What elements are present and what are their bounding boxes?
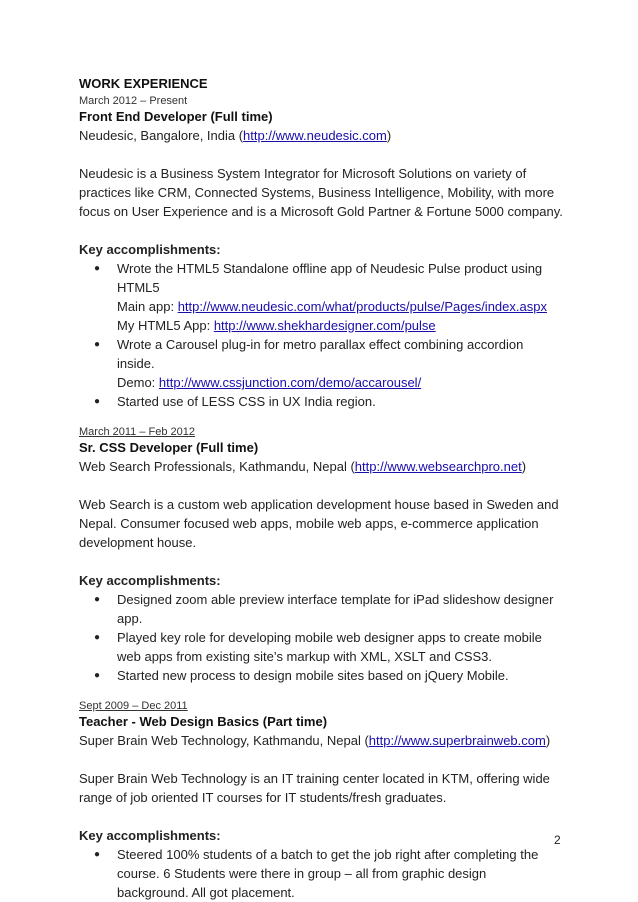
key-accomplishments-title: Key accomplishments: xyxy=(79,242,221,257)
resume-page xyxy=(79,76,589,902)
carousel-demo-link[interactable]: http://www.cssjunction.com/demo/accarousel/ xyxy=(158,375,422,390)
company-name: Web Search Professionals, Kathmandu, Nepal ( xyxy=(79,459,355,474)
list-item xyxy=(79,335,557,392)
bullet-text: Wrote the HTML5 Standalone offline app of Neudesic Pulse product using HTML5 xyxy=(117,261,543,295)
company-line xyxy=(79,126,589,145)
list-item xyxy=(79,666,557,685)
bullet-text: Started new process to design mobile sites based on jQuery Mobile. xyxy=(117,668,509,683)
job-entry-neudesic xyxy=(79,94,589,411)
company-link[interactable]: http://www.neudesic.com xyxy=(243,128,387,143)
accomplishments-list xyxy=(79,845,589,902)
link-label: Demo: xyxy=(117,375,159,390)
bullet-text: Played key role for developing mobile web designer apps to create mobile web apps from existing site’s markup with XML, XSLT and CSS3. xyxy=(117,630,542,664)
job-date: March 2012 – Present xyxy=(79,95,188,107)
bullet-icon: ● xyxy=(94,594,101,605)
company-link[interactable]: http://www.websearchpro.net xyxy=(354,459,522,474)
list-item xyxy=(79,392,557,411)
list-item xyxy=(79,628,557,666)
bullet-icon: ● xyxy=(94,339,101,350)
list-item xyxy=(79,590,557,628)
company-suffix: ) xyxy=(521,459,527,474)
bullet-text: Wrote a Carousel plug-in for metro parallax effect combining accordion inside. xyxy=(117,337,524,371)
accomplishments-list xyxy=(79,590,589,685)
job-title: Front End Developer (Full time) xyxy=(79,109,273,124)
list-item xyxy=(79,259,557,335)
link-label: Main app: xyxy=(117,299,178,314)
accomplishments-list xyxy=(79,259,589,411)
key-accomplishments-title: Key accomplishments: xyxy=(79,573,221,588)
job-entry-superbrain xyxy=(79,699,589,902)
bullet-icon: ● xyxy=(94,849,101,860)
key-accomplishments-title: Key accomplishments: xyxy=(79,828,221,843)
bullet-text: Started use of LESS CSS in UX India region. xyxy=(117,394,376,409)
company-suffix: ) xyxy=(545,733,551,748)
company-link[interactable]: http://www.superbrainweb.com xyxy=(368,733,546,748)
bullet-text: Designed zoom able preview interface template for iPad slideshow designer app. xyxy=(117,592,554,626)
job-description: Web Search is a custom web application development house based in Sweden and Nepal. Consumer focused web apps, mobile web apps, e-commerce application development house. xyxy=(79,497,559,550)
bullet-line xyxy=(117,297,557,316)
bullet-icon: ● xyxy=(94,670,101,681)
company-suffix: ) xyxy=(386,128,392,143)
pulse-main-app-link[interactable]: http://www.neudesic.com/what/products/pulse/Pages/index.aspx xyxy=(177,299,547,314)
page-number: 2 xyxy=(554,833,561,847)
job-title: Teacher - Web Design Basics (Part time) xyxy=(79,714,328,729)
company-name: Super Brain Web Technology, Kathmandu, Nepal ( xyxy=(79,733,369,748)
company-line xyxy=(79,457,589,476)
job-title: Sr. CSS Developer (Full time) xyxy=(79,440,259,455)
job-entry-websearch xyxy=(79,425,589,685)
job-date: March 2011 – Feb 2012 xyxy=(79,426,195,438)
bullet-icon: ● xyxy=(94,263,101,274)
job-date: Sept 2009 – Dec 2011 xyxy=(79,700,188,712)
list-item xyxy=(79,845,557,902)
bullet-line xyxy=(117,316,557,335)
company-line xyxy=(79,731,589,750)
bullet-icon: ● xyxy=(94,632,101,643)
company-name: Neudesic, Bangalore, India ( xyxy=(79,128,244,143)
section-title: WORK EXPERIENCE xyxy=(79,76,208,91)
bullet-text: Steered 100% students of a batch to get the job right after completing the course. 6 Students were there in group – all from graphic design background. All got placement. xyxy=(117,847,539,900)
job-description: Super Brain Web Technology is an IT training center located in KTM, offering wide range of job oriented IT courses for IT students/fresh graduates. xyxy=(79,771,550,805)
bullet-line xyxy=(117,373,557,392)
link-label: My HTML5 App: xyxy=(117,318,214,333)
job-description: Neudesic is a Business System Integrator for Microsoft Solutions on variety of practices like CRM, Connected Systems, Business Intelligence, Mobility, with more focus on User Experience and is a Microsoft Gold Partner & Fortune 5000 company. xyxy=(79,166,563,219)
bullet-icon: ● xyxy=(94,396,101,407)
html5-app-link[interactable]: http://www.shekhardesigner.com/pulse xyxy=(213,318,436,333)
